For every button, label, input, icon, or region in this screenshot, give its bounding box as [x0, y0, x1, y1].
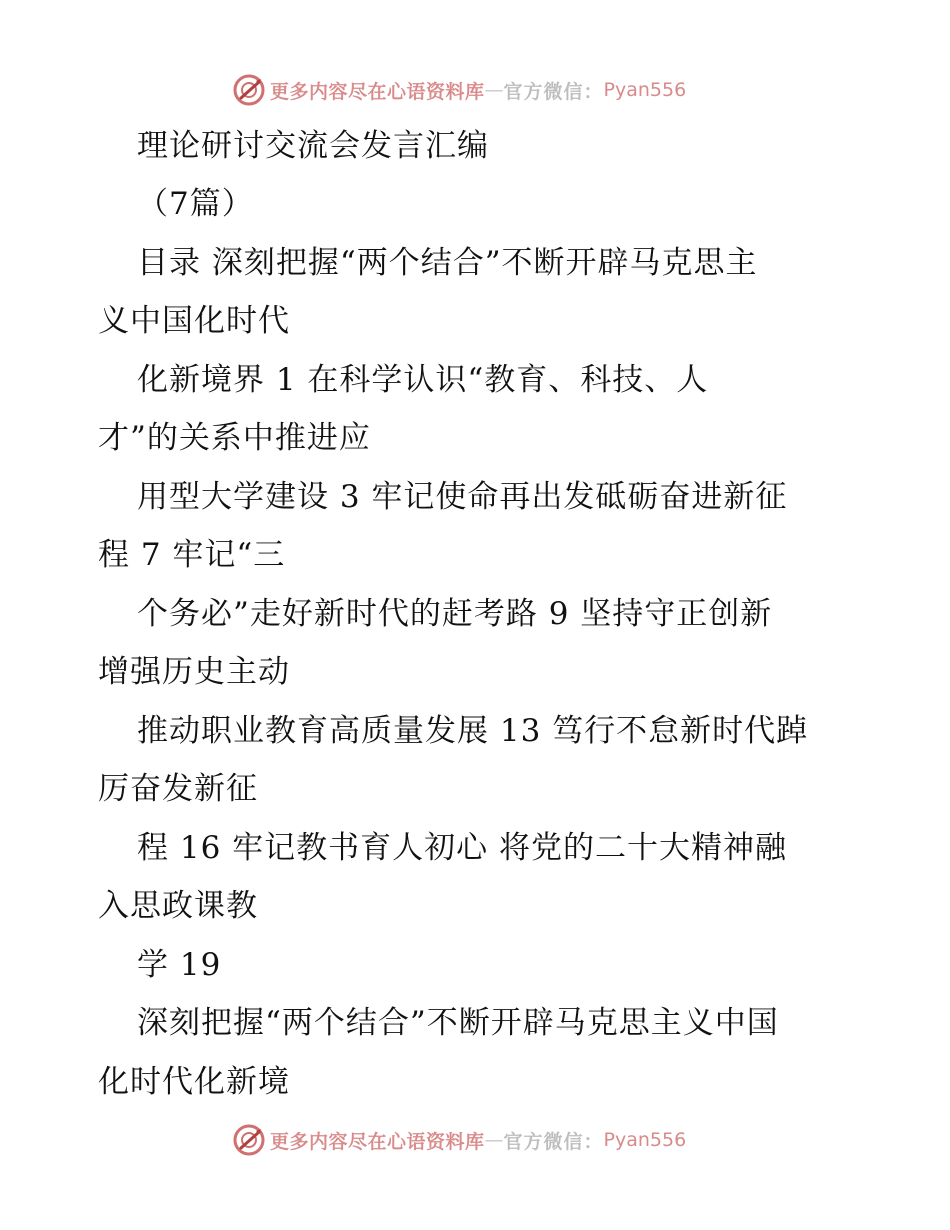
toc-line: 义中国化时代	[98, 303, 290, 339]
toc-line: 个务必”走好新时代的赶考路 9 坚持守正创新	[137, 596, 773, 632]
banner-wechat-label: 官方微信：	[503, 80, 604, 103]
document-title: 理论研讨交流会发言汇编	[137, 128, 489, 164]
toc-line: 增强历史主动	[98, 654, 290, 690]
toc-line: 厉奋发新征	[98, 771, 258, 807]
toc-line: 入思政课教	[98, 888, 258, 924]
toc-line: 才”的关系中推进应	[98, 420, 371, 456]
header-banner	[232, 70, 686, 110]
brand-logo-icon	[232, 1123, 266, 1157]
banner-brand-text: 更多内容尽在心语资料库	[270, 1130, 485, 1153]
banner-dash: —	[484, 79, 504, 101]
toc-line: 推动职业教育高质量发展 13 笃行不怠新时代踔	[137, 713, 809, 749]
footer-banner	[232, 1120, 686, 1160]
banner-brand-text: 更多内容尽在心语资料库	[270, 80, 485, 103]
toc-line: 程 16 牢记教书育人初心 将党的二十大精神融	[137, 830, 788, 866]
banner-wechat-id: Pyan556	[603, 1129, 687, 1151]
banner-wechat-id: Pyan556	[603, 79, 687, 101]
toc-line: 化新境界 1 在科学认识“教育、科技、人	[137, 362, 709, 398]
section-heading: 化时代化新境	[98, 1064, 290, 1100]
toc-line: 程 7 牢记“三	[98, 537, 286, 573]
section-heading: 深刻把握“两个结合”不断开辟马克思主义中国	[137, 1005, 779, 1041]
banner-dash: —	[484, 1129, 504, 1151]
toc-line: 学 19	[137, 947, 222, 983]
brand-logo-icon	[232, 73, 266, 107]
toc-line: 目录 深刻把握“两个结合”不断开辟马克思主	[137, 245, 758, 281]
document-subtitle: （7篇）	[137, 186, 254, 222]
toc-line: 用型大学建设 3 牢记使命再出发砥砺奋进新征	[137, 479, 788, 515]
banner-wechat-label: 官方微信：	[503, 1130, 604, 1153]
